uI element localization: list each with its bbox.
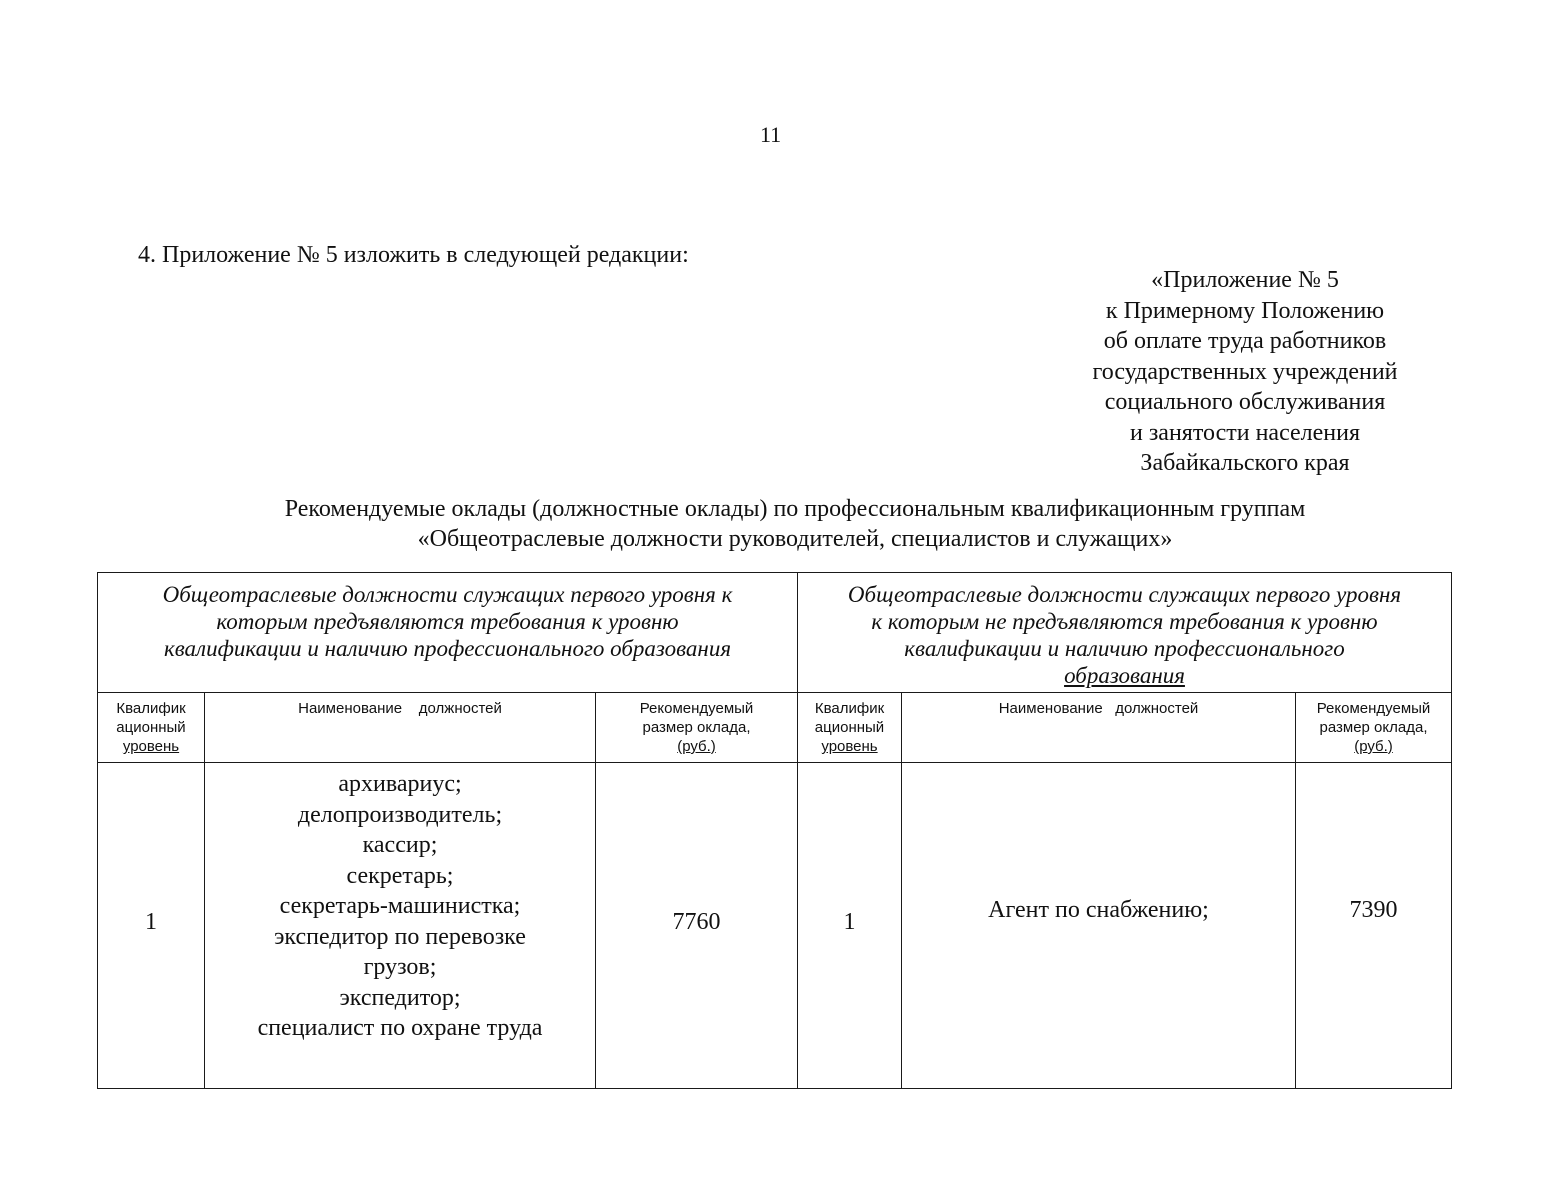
salary-right: 7390 [1296,763,1452,1089]
title-line-2: «Общеотраслевые должности руководителей, специалистов и служащих» [417,526,1173,552]
header-text: (руб.) [1354,738,1393,755]
list-item: экспедитор; [339,984,461,1011]
group-header-line: квалификации и наличию профессионального образования [163,636,732,661]
list-item: грузов; [363,954,437,980]
salary-left: 7760 [596,763,798,1089]
appendix-line: социального обслуживания [1104,389,1386,415]
group-header-line: образования [1064,663,1185,688]
salary-table [97,572,1452,1089]
header-name-right [902,693,1296,763]
level-left: 1 [98,763,205,1089]
position-right: Агент по снабжению; [902,763,1296,1089]
header-text: уровень [122,738,180,755]
positions-list-left [205,763,596,1089]
header-level-left [98,693,205,763]
header-text: ационный [116,719,186,736]
group-header-unqualified [798,573,1452,693]
header-text: Рекомендуемый [1316,700,1431,717]
group-header-line: которым предъявляются требования к уровню [216,609,679,634]
header-name-left [205,693,596,763]
instruction-text: 4. Приложение № 5 изложить в следующей редакции: [138,242,689,268]
header-text: (руб.) [677,738,716,755]
group-header-line: квалификации и наличию профессионального [904,636,1345,661]
list-item: экспедитор по перевозке [274,923,526,950]
document-title [180,494,1410,554]
group-header-line: Общеотраслевые должности служащих первого уровня к [162,582,733,607]
header-text: уровень [821,738,878,755]
level-right: 1 [798,763,902,1089]
group-header-line: Общеотраслевые должности служащих первого уровня [847,582,1402,607]
list-item: кассир; [362,832,438,858]
header-salary-left [596,693,798,763]
header-level-right [798,693,902,763]
header-text: Наименование должностей [998,700,1199,717]
list-item: архивариус; [338,771,462,797]
title-line-1: Рекомендуемые оклады (должностные оклады) по профессиональным квалификационным группам [284,496,1306,522]
list-item: секретарь; [346,862,454,889]
list-item: специалист по охране труда [257,1015,543,1041]
group-header-qualified [98,573,798,693]
group-header-line: к которым не предъявляются требования к уровню [871,609,1378,634]
appendix-line: об оплате труда работников [1103,328,1387,354]
header-text: Квалифик [814,700,885,717]
header-text: ационный [814,719,885,736]
header-text: Наименование должностей [298,700,502,717]
appendix-line: Забайкальского края [1140,450,1350,476]
header-text: Рекомендуемый [639,700,754,717]
header-text: размер оклада, [642,719,751,736]
page-number: 11 [760,122,782,147]
appendix-line: «Приложение № 5 [1151,267,1339,293]
header-text: Квалифик [116,700,186,717]
header-salary-right [1296,693,1452,763]
header-text: размер оклада, [1319,719,1428,736]
appendix-line: к Примерному Положению [1105,297,1385,324]
list-item: секретарь-машинистка; [279,893,521,919]
appendix-line: и занятости населения [1129,419,1361,446]
appendix-line: государственных учреждений [1092,358,1398,385]
appendix-reference [1060,265,1430,479]
list-item: делопроизводитель; [297,801,503,828]
